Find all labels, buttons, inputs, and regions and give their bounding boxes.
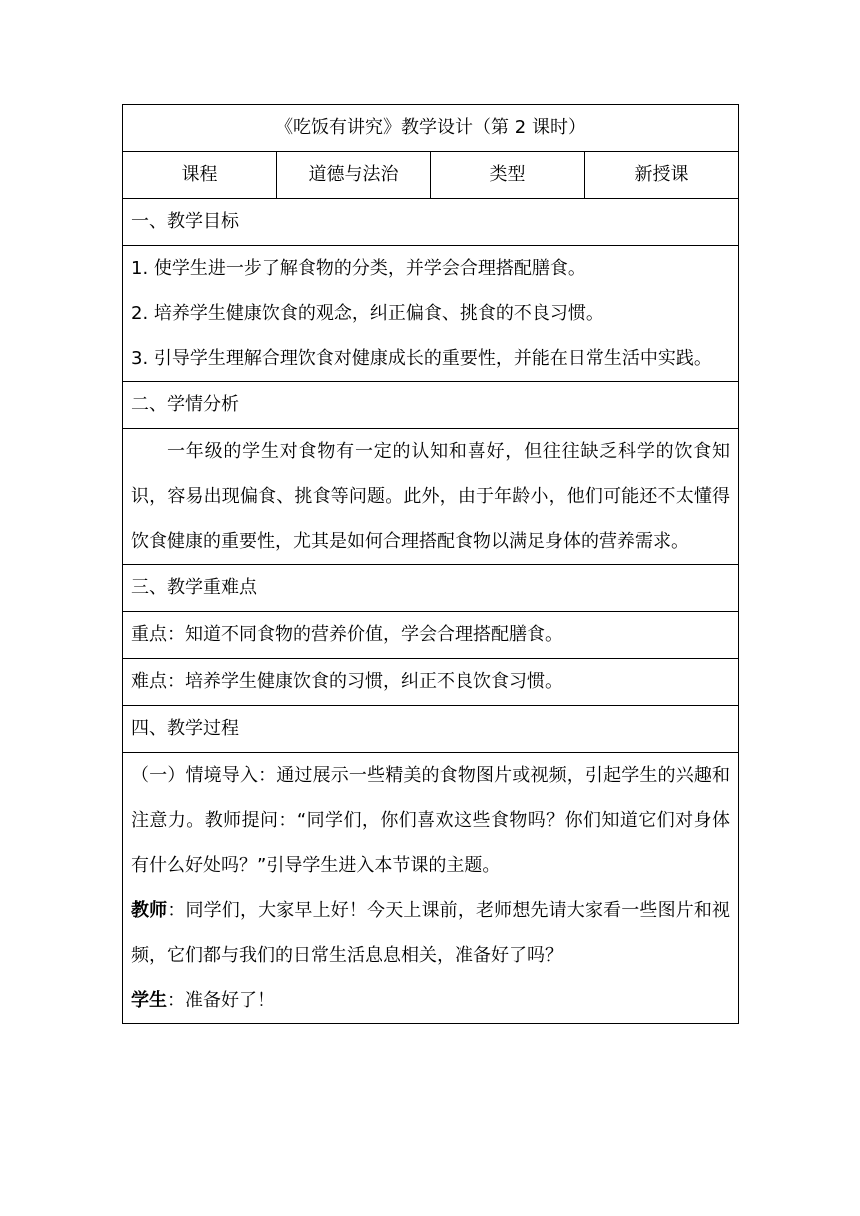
process-intro: （一）情境导入：通过展示一些精美的食物图片或视频，引起学生的兴趣和注意力。教师提问：“同学们，你们喜欢这些食物吗？你们知道它们对身体有什么好处吗？”引导学生进入本节课的主题。 xyxy=(131,765,731,876)
difficult-point: 难点：培养学生健康饮食的习惯，纠正不良饮食习惯。 xyxy=(123,659,739,706)
lesson-plan-table xyxy=(122,104,739,1024)
student-label: 学生 xyxy=(131,990,167,1011)
course-label: 课程 xyxy=(123,152,277,199)
objective-item: 2. 培养学生健康饮食的观念，纠正偏食、挑食的不良习惯。 xyxy=(131,303,604,324)
objective-item: 1. 使学生进一步了解食物的分类，并学会合理搭配膳食。 xyxy=(131,258,586,279)
document-title: 《吃饭有讲究》教学设计（第 2 课时） xyxy=(123,105,739,152)
analysis-content xyxy=(123,429,739,565)
key-point: 重点：知道不同食物的营养价值，学会合理搭配膳食。 xyxy=(123,612,739,659)
course-value: 道德与法治 xyxy=(277,152,431,199)
section-heading-process: 四、教学过程 xyxy=(123,706,739,753)
section-heading-key-points: 三、教学重难点 xyxy=(123,565,739,612)
objective-item: 3. 引导学生理解合理饮食对健康成长的重要性，并能在日常生活中实践。 xyxy=(131,348,712,369)
student-dialogue xyxy=(131,978,730,1023)
teacher-label: 教师 xyxy=(131,900,168,921)
type-label: 类型 xyxy=(431,152,585,199)
section-heading-objectives: 一、教学目标 xyxy=(123,199,739,246)
objectives-content xyxy=(123,246,739,382)
process-content xyxy=(123,753,739,1024)
section-heading-analysis: 二、学情分析 xyxy=(123,382,739,429)
analysis-paragraph: 一年级的学生对食物有一定的认知和喜好，但往往缺乏科学的饮食知识，容易出现偏食、挑食等问题。此外，由于年龄小，他们可能还不太懂得饮食健康的重要性，尤其是如何合理搭配食物以满足身体的营养需求。 xyxy=(131,441,731,552)
teacher-dialogue xyxy=(131,888,730,978)
type-value: 新授课 xyxy=(585,152,739,199)
student-text: ：准备好了！ xyxy=(167,990,275,1011)
teacher-text: ：同学们，大家早上好！今天上课前，老师想先请大家看一些图片和视频，它们都与我们的日常生活息息相关，准备好了吗？ xyxy=(131,900,731,966)
